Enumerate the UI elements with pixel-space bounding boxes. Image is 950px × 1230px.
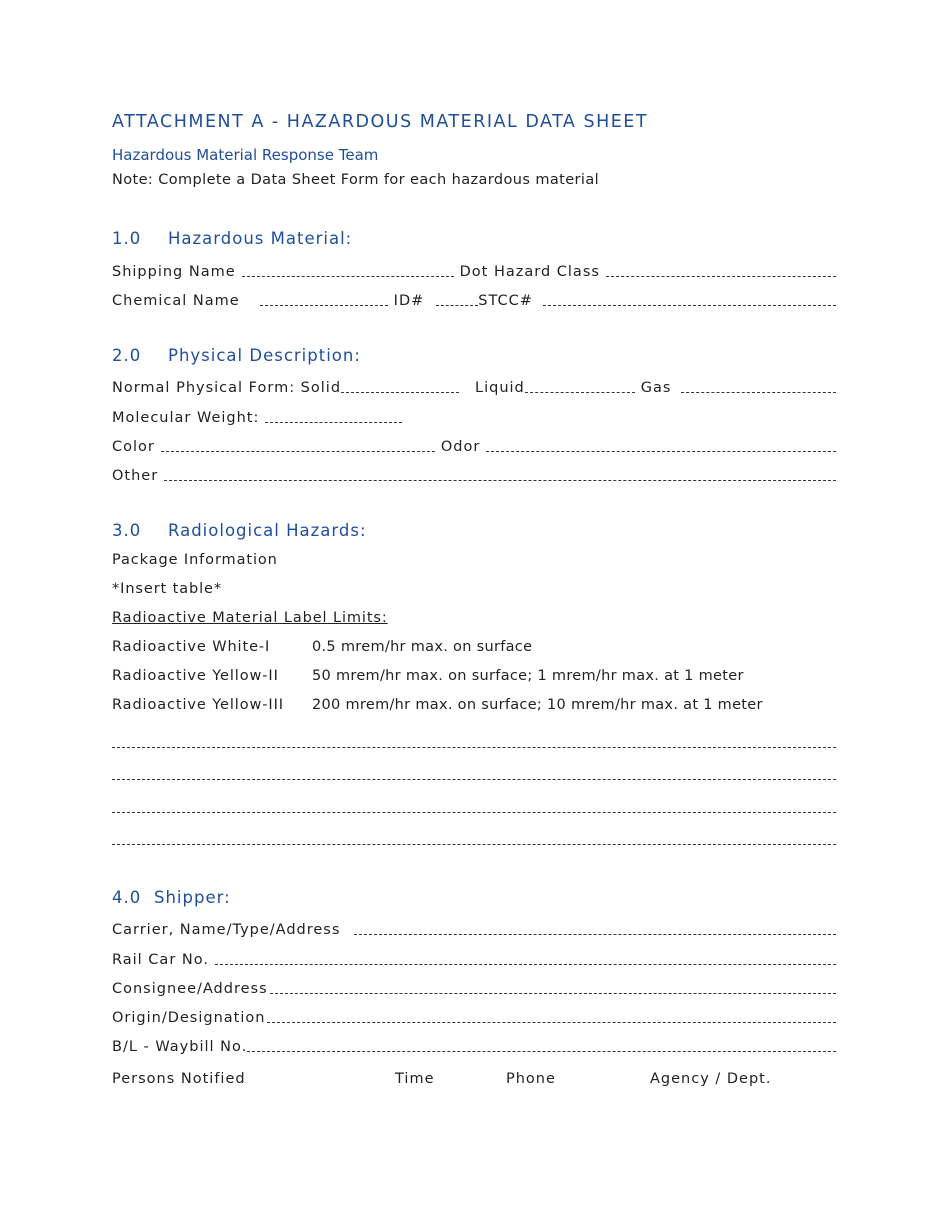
section-3-heading <box>112 521 367 540</box>
other-label: Other <box>112 468 159 484</box>
dot-hazard-class-label: Dot Hazard Class <box>459 264 600 280</box>
blank-line[interactable] <box>112 778 836 780</box>
physical-form-row <box>112 374 836 396</box>
section-3-number: 3.0 <box>112 521 142 540</box>
section-1-number: 1.0 <box>112 229 142 248</box>
limit-label: Radioactive Yellow-III <box>112 697 284 713</box>
dot-hazard-class-field[interactable] <box>606 264 836 277</box>
normal-form-label: Normal Physical Form: Solid <box>112 380 342 396</box>
section-4-number: 4.0 <box>112 888 142 907</box>
consignee-field[interactable] <box>270 981 836 994</box>
origin-field[interactable] <box>267 1010 836 1023</box>
persons-notified-label: Persons Notified <box>112 1071 246 1087</box>
section-2-title: Physical Description: <box>168 346 361 365</box>
limit-row <box>112 697 836 713</box>
color-odor-row <box>112 433 836 455</box>
molecular-weight-field[interactable] <box>265 410 402 423</box>
limit-row <box>112 668 836 684</box>
waybill-label: B/L - Waybill No. <box>112 1039 248 1055</box>
color-field[interactable] <box>161 439 435 452</box>
limit-label: Radioactive White-I <box>112 639 271 655</box>
stcc-label: STCC# <box>478 293 533 309</box>
section-1-heading <box>112 229 352 248</box>
blank-line[interactable] <box>112 843 836 845</box>
page-subtitle: Hazardous Material Response Team <box>112 146 379 164</box>
chemical-name-field[interactable] <box>260 293 388 306</box>
page-note: Note: Complete a Data Sheet Form for each hazardous material <box>112 172 600 188</box>
shipping-name-row <box>112 258 836 280</box>
molecular-weight-row <box>112 404 402 426</box>
odor-field[interactable] <box>486 439 836 452</box>
liquid-field[interactable] <box>525 380 635 393</box>
limit-row <box>112 639 836 655</box>
phone-label: Phone <box>506 1071 556 1087</box>
id-label: ID# <box>393 293 425 309</box>
solid-field[interactable] <box>341 380 459 393</box>
consignee-row <box>112 975 836 997</box>
rail-car-row <box>112 946 836 968</box>
section-4-heading <box>112 888 231 907</box>
liquid-label: Liquid <box>475 380 525 396</box>
chemical-name-row <box>112 287 836 309</box>
odor-label: Odor <box>440 439 481 455</box>
waybill-field[interactable] <box>247 1039 836 1052</box>
gas-field[interactable] <box>681 380 836 393</box>
stcc-field[interactable] <box>543 293 836 306</box>
limit-value: 50 mrem/hr max. on surface; 1 mrem/hr max. at 1 meter <box>312 668 744 684</box>
shipping-name-label: Shipping Name <box>112 264 236 280</box>
agency-label: Agency / Dept. <box>650 1071 772 1087</box>
label-limits-heading: Radioactive Material Label Limits: <box>112 610 388 626</box>
limit-value: 0.5 mrem/hr max. on surface <box>312 639 533 655</box>
page-title: ATTACHMENT A - HAZARDOUS MATERIAL DATA SHEET <box>112 112 649 132</box>
chemical-name-label: Chemical Name <box>112 293 240 309</box>
waybill-row <box>112 1033 836 1055</box>
color-label: Color <box>112 439 155 455</box>
section-2-number: 2.0 <box>112 346 142 365</box>
origin-row <box>112 1004 836 1026</box>
consignee-label: Consignee/Address <box>112 981 268 997</box>
other-row <box>112 462 836 484</box>
blank-line[interactable] <box>112 811 836 813</box>
other-field[interactable] <box>164 468 836 481</box>
shipping-name-field[interactable] <box>242 264 454 277</box>
section-3-title: Radiological Hazards: <box>168 521 367 540</box>
blank-line[interactable] <box>112 746 836 748</box>
carrier-field[interactable] <box>354 922 836 935</box>
rail-car-label: Rail Car No. <box>112 952 209 968</box>
section-2-heading <box>112 346 361 365</box>
molecular-weight-label: Molecular Weight: <box>112 410 260 426</box>
id-field[interactable] <box>436 293 478 306</box>
gas-label: Gas <box>640 380 672 396</box>
section-4-title: Shipper: <box>154 888 231 907</box>
section-1-title: Hazardous Material: <box>168 229 353 248</box>
time-label: Time <box>395 1071 435 1087</box>
limit-label: Radioactive Yellow-II <box>112 668 279 684</box>
origin-label: Origin/Designation <box>112 1010 266 1026</box>
insert-table-note: *Insert table* <box>112 581 223 597</box>
carrier-row <box>112 916 836 938</box>
rail-car-field[interactable] <box>215 952 836 965</box>
carrier-label: Carrier, Name/Type/Address <box>112 922 341 938</box>
limit-value: 200 mrem/hr max. on surface; 10 mrem/hr max. at 1 meter <box>312 697 763 713</box>
package-information: Package Information <box>112 552 278 568</box>
